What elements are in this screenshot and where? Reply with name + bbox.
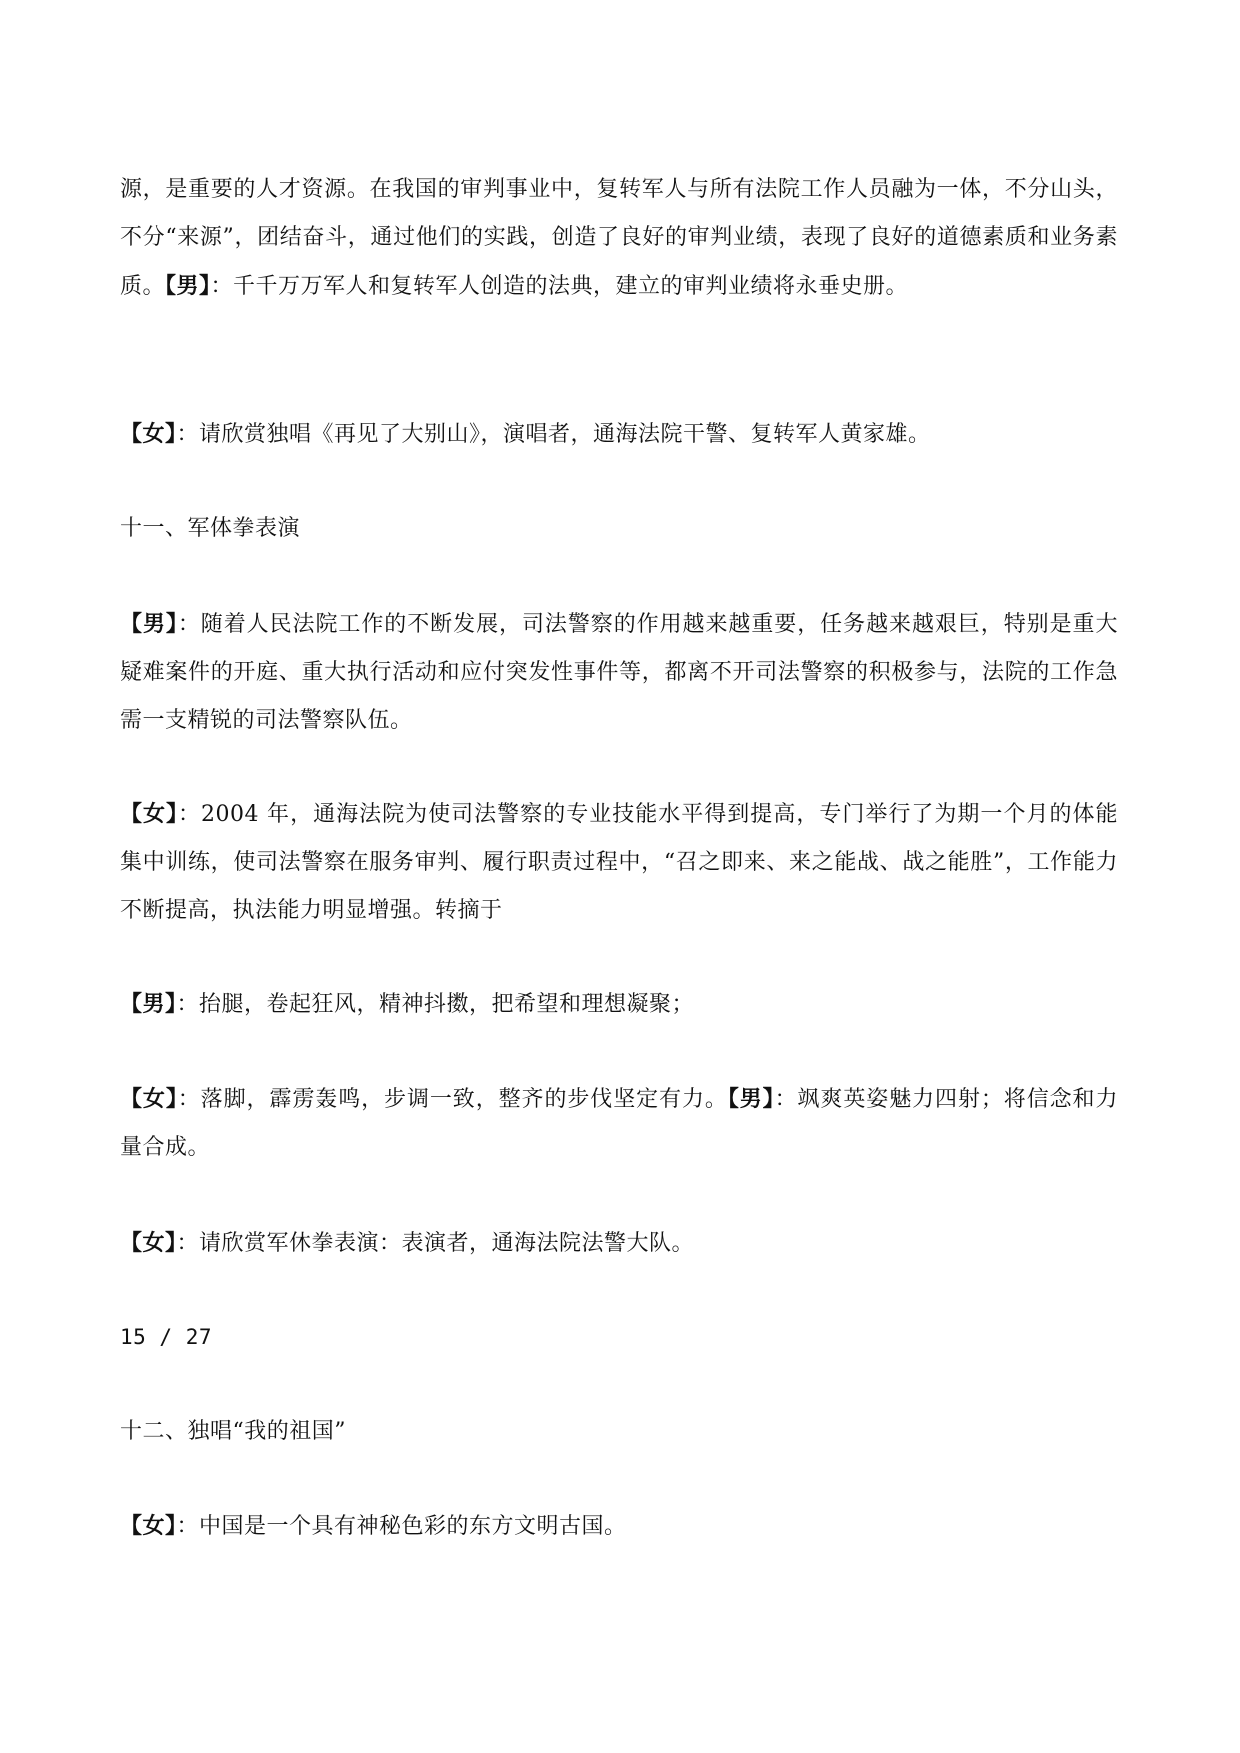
paragraph (120, 166, 1118, 311)
paragraph (120, 790, 1118, 935)
paragraph-text: ：千千万万军人和复转军人创造的法典，建立的审判业绩将永垂史册。 (210, 274, 909, 299)
paragraph (120, 1502, 1118, 1551)
speaker-label: 【男】 (165, 273, 211, 299)
speaker-label: 【男】 (120, 611, 178, 637)
speaker-label: 【女】 (120, 1086, 178, 1112)
speaker-label: 【女】 (120, 421, 177, 447)
paragraph-text: ：中国是一个具有神秘色彩的东方文明古国。 (176, 1514, 627, 1539)
paragraph-text: 源，是重要的人才资源。在我国的审判事业中，复转军人与所有法院工作人员融为一体，不分山头，不分“来源”，团结奋斗，通过他们的实践，创造了良好的审判业绩，表现了良好的道德素质和业务素质。 (120, 177, 1118, 299)
page-number: 15 / 27 (120, 1325, 213, 1349)
paragraph (120, 410, 1118, 459)
paragraph-text: ：落脚，霹雳轰鸣，步调一致，整齐的步伐坚定有力。 (177, 1087, 728, 1112)
speaker-label: 【女】 (120, 1230, 177, 1256)
speaker-label: 【男】 (120, 991, 177, 1017)
paragraph-text: ：飒爽英姿魅力四射；将信念和力量合成。 (120, 1087, 1118, 1160)
paragraph-text: ：请欣赏独唱《再见了大别山》，演唱者，通海法院干警、复转军人黄家雄。 (176, 422, 931, 447)
section-heading (120, 505, 1118, 553)
section-heading-text: 十二、独唱“我的祖国” (120, 1419, 346, 1444)
paragraph (120, 1075, 1118, 1172)
section-heading-text: 十一、军体拳表演 (120, 516, 301, 541)
speaker-label: 【女】 (120, 1513, 177, 1539)
paragraph-text: ：2004 年，通海法院为使司法警察的专业技能水平得到提高，专门举行了为期一个月的体能集中训练，使司法警察在服务审判、履行职责过程中，“召之即来、来之能战、战之能胜”，工作能力不断提高，执法能力明显增强。转摘于 (120, 802, 1118, 923)
section-heading (120, 1408, 1118, 1456)
speaker-label: 【女】 (120, 801, 179, 827)
paragraph-text: ：请欣赏军休拳表演：表演者，通海法院法警大队。 (176, 1231, 695, 1256)
paragraph (120, 980, 1118, 1029)
paragraph-text: ：抬腿，卷起狂风，精神抖擞，把希望和理想凝聚； (176, 992, 695, 1017)
paragraph (120, 1219, 1118, 1268)
paragraph (120, 600, 1118, 745)
speaker-label: 【男】 (727, 1086, 775, 1112)
paragraph-text: ：随着人民法院工作的不断发展，司法警察的作用越来越重要，任务越来越艰巨，特别是重大疑难案件的开庭、重大执行活动和应付突发性事件等，都离不开司法警察的积极参与，法院的工作急需一支精锐的司法警察队伍。 (120, 612, 1118, 733)
